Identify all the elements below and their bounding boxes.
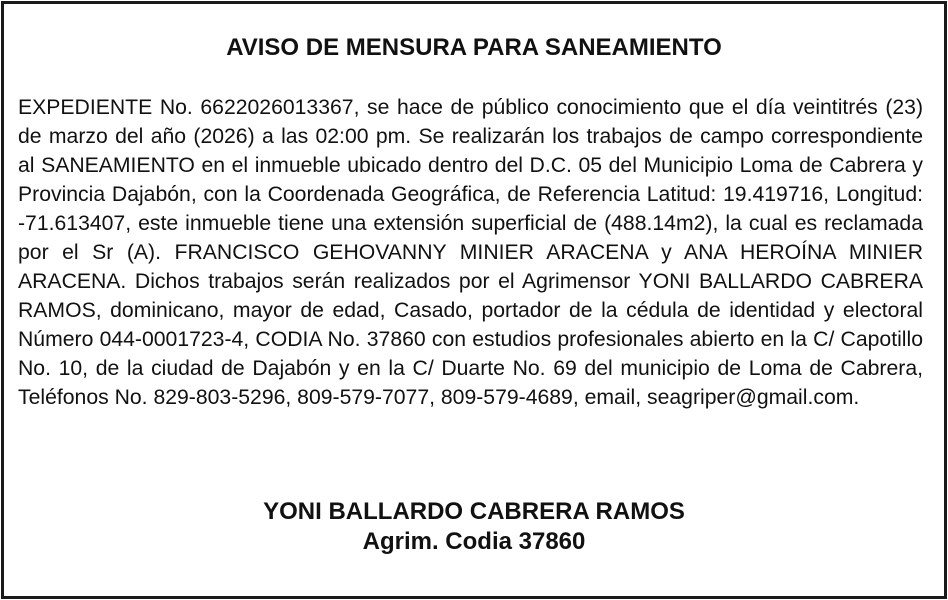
signature-credential: Agrim. Codia 37860 — [362, 528, 586, 555]
notice-body: EXPEDIENTE No. 6622026013367, se hace de público conocimiento que el día veintitrés (23) de marzo del año (2026) a las 02:00 pm. Se realizarán los trabajos de campo correspondiente al SANEAMIENTO en el inmueble ubicado dentro del D.C. 05 del Municipio Loma de Cabrera y Provincia Dajabón, con la Coordenada Geográfica, de Referencia Latitud: 19.419716, Longitud: -71.613407, este inmueble tiene una extensión superficial de (488.14m2), la cual es reclamada por el Sr (A). FRANCISCO GEHOVANNY MINIER ARACENA y ANA HEROÍNA MINIER ARACENA. Dichos trabajos serán realizados por el Agrimensor YONI BALLARDO CABRERA RAMOS, dominicano, mayor de edad, Casado, portador de la cédula de identidad y electoral Número 044-0001723-4, CODIA No. 37860 con estudios profesionales abierto en la C/ Capotillo No. 10, de la ciudad de Dajabón y en la C/ Duarte No. 69 del municipio de Loma de Cabrera, Teléfonos No. 829-803-5296, 809-579-7077, 809-579-4689, email, seagriper@gmail.com. — [18, 96, 923, 409]
notice-frame — [1, 1, 947, 599]
notice-title: AVISO DE MENSURA PARA SANEAMIENTO — [226, 34, 722, 61]
signature-name: YONI BALLARDO CABRERA RAMOS — [263, 498, 685, 525]
